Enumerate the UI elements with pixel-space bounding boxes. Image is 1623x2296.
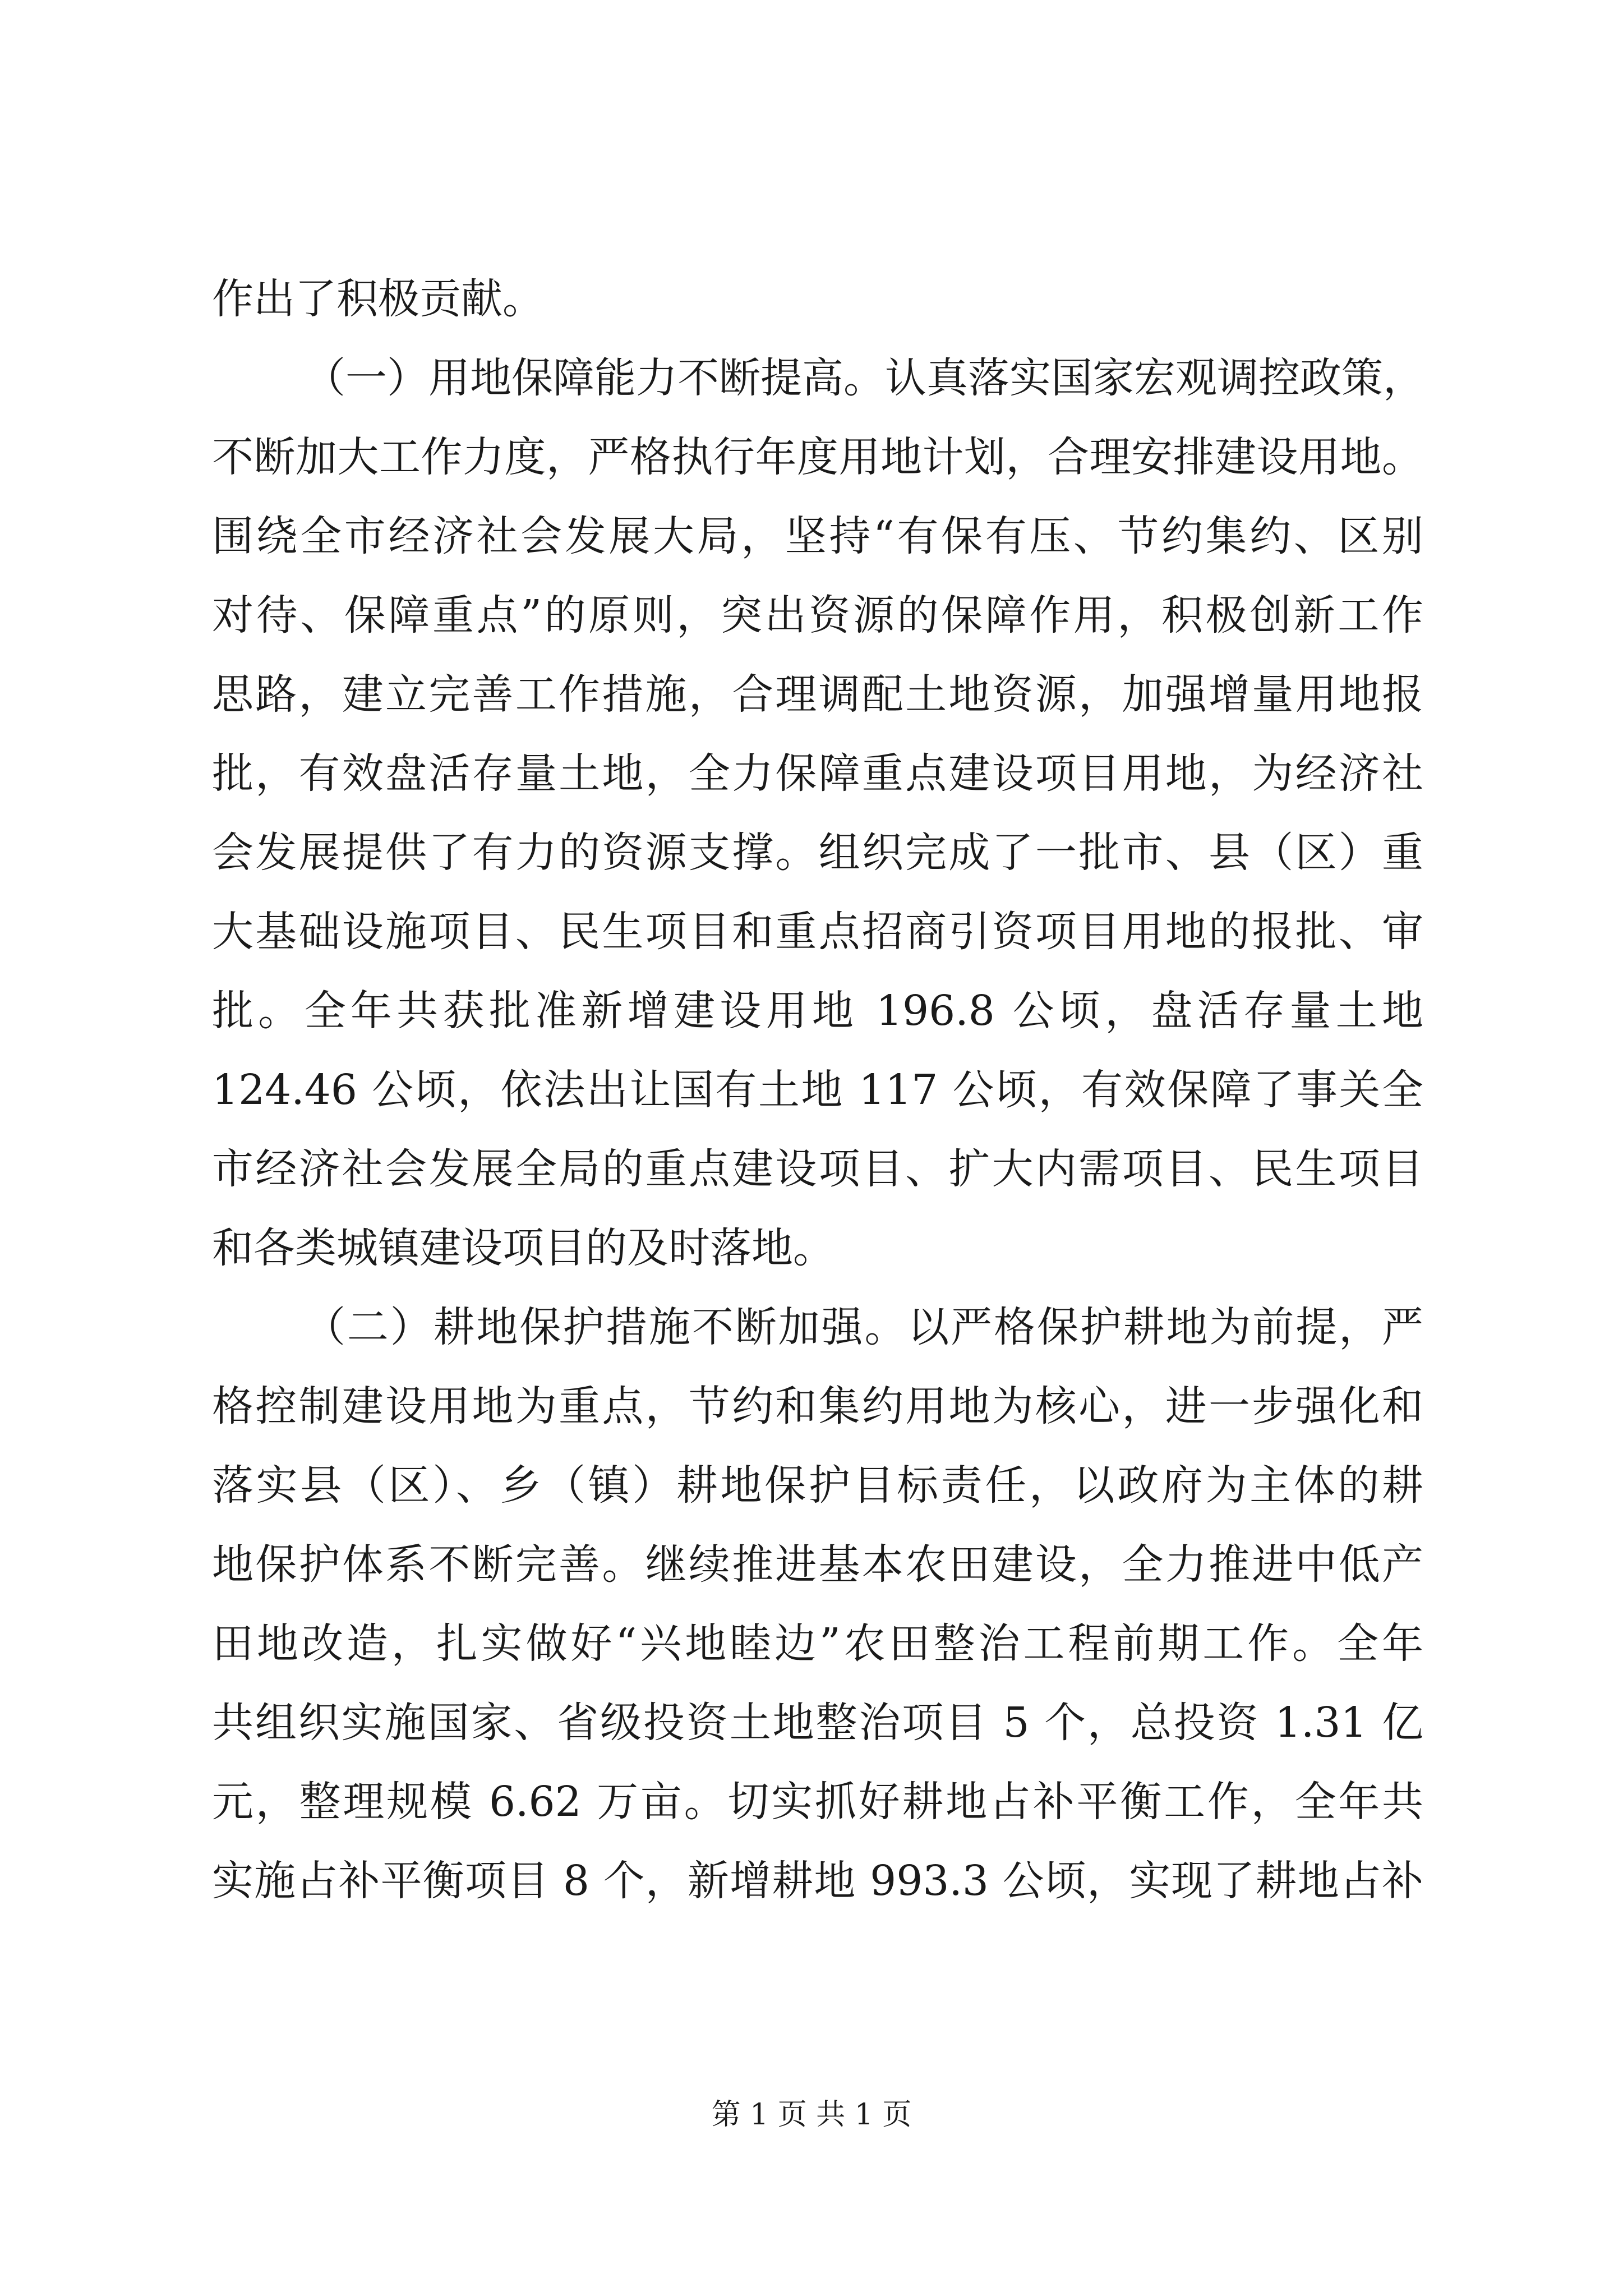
text-line: 不断加大工作力度，严格执行年度用地计划，合理安排建设用地。 xyxy=(212,433,1423,481)
text-line: 格控制建设用地为重点，节约和集约用地为核心，进一步强化和 xyxy=(212,1382,1423,1430)
text-line: 地保护体系不断完善。继续推进基本农田建设，全力推进中低产 xyxy=(212,1540,1423,1589)
text-line: 批。全年共获批准新增建设用地 196.8 公顷，盘活存量土地 xyxy=(212,987,1423,1035)
text-line: 对待、保障重点”的原则，突出资源的保障作用，积极创新工作 xyxy=(212,591,1423,639)
document-body xyxy=(212,260,1423,1921)
text-line: 思路，建立完善工作措施，合理调配土地资源，加强增量用地报 xyxy=(212,670,1423,719)
text-line: 田地改造，扎实做好“兴地睦边”农田整治工程前期工作。全年 xyxy=(212,1619,1423,1668)
text-line: 共组织实施国家、省级投资土地整治项目 5 个，总投资 1.31 亿 xyxy=(212,1699,1423,1747)
text-line: 和各类城镇建设项目的及时落地。 xyxy=(212,1224,834,1272)
page-footer xyxy=(0,2095,1623,2134)
text-line: 作出了积极贡献。 xyxy=(212,275,544,323)
section-heading-line: （二）耕地保护措施不断加强。以严格保护耕地为前提，严 xyxy=(304,1303,1423,1351)
text-line: 市经济社会发展全局的重点建设项目、扩大内需项目、民生项目 xyxy=(212,1145,1423,1193)
page-number: 第 1 页 共 1 页 xyxy=(711,2098,912,2132)
text-line: 批，有效盘活存量土地，全力保障重点建设项目用地，为经济社 xyxy=(212,749,1423,798)
text-line: 落实县（区）、乡（镇）耕地保护目标责任，以政府为主体的耕 xyxy=(212,1461,1423,1510)
text-line: 会发展提供了有力的资源支撑。组织完成了一批市、县（区）重 xyxy=(212,829,1423,877)
text-line: 元，整理规模 6.62 万亩。切实抓好耕地占补平衡工作，全年共 xyxy=(212,1778,1423,1826)
text-line: 大基础设施项目、民生项目和重点招商引资项目用地的报批、审 xyxy=(212,908,1423,956)
text-line: 围绕全市经济社会发展大局，坚持“有保有压、节约集约、区别 xyxy=(212,512,1423,560)
text-line: 实施占补平衡项目 8 个，新增耕地 993.3 公顷，实现了耕地占补 xyxy=(212,1857,1423,1905)
section-heading-line: （一）用地保障能力不断提高。认真落实国家宏观调控政策， xyxy=(304,354,1424,402)
text-line: 124.46 公顷，依法出让国有土地 117 公顷，有效保障了事关全 xyxy=(212,1066,1423,1114)
